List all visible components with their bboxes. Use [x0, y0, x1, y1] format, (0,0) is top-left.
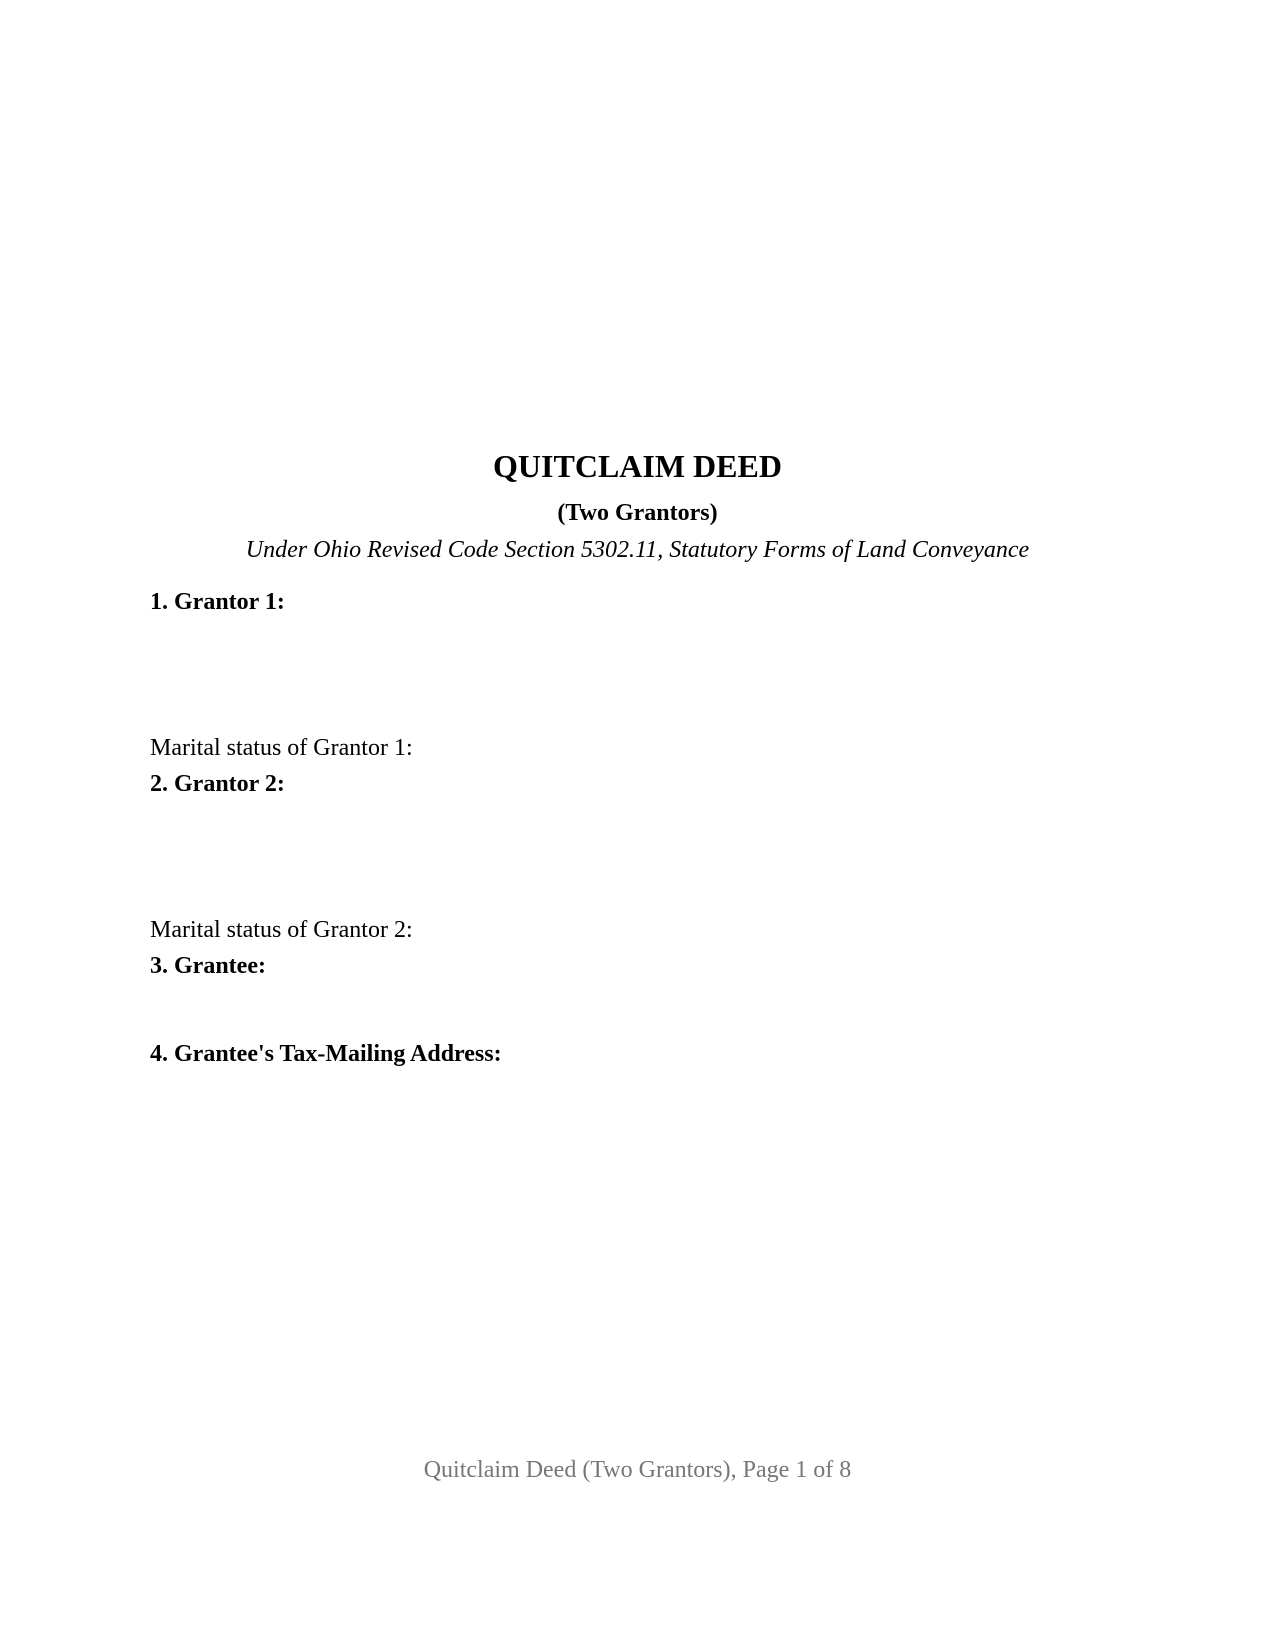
- statute-reference: Under Ohio Revised Code Section 5302.11, Statutory Forms of Land Conveyance: [245, 537, 1030, 563]
- grantee-tax-mailing-address-heading: 4. Grantee's Tax-Mailing Address:: [150, 1041, 502, 1067]
- page-footer: Quitclaim Deed (Two Grantors), Page 1 of 8: [423, 1457, 852, 1483]
- document-subtitle: (Two Grantors): [557, 500, 718, 526]
- document-title: QUITCLAIM DEED: [493, 448, 782, 484]
- grantor2-heading: 2. Grantor 2:: [150, 771, 285, 797]
- grantee-heading: 3. Grantee:: [150, 953, 266, 979]
- grantor1-heading: 1. Grantor 1:: [150, 589, 285, 615]
- grantor2-marital-status-label: Marital status of Grantor 2:: [150, 917, 413, 943]
- grantor1-marital-status-label: Marital status of Grantor 1:: [150, 735, 413, 761]
